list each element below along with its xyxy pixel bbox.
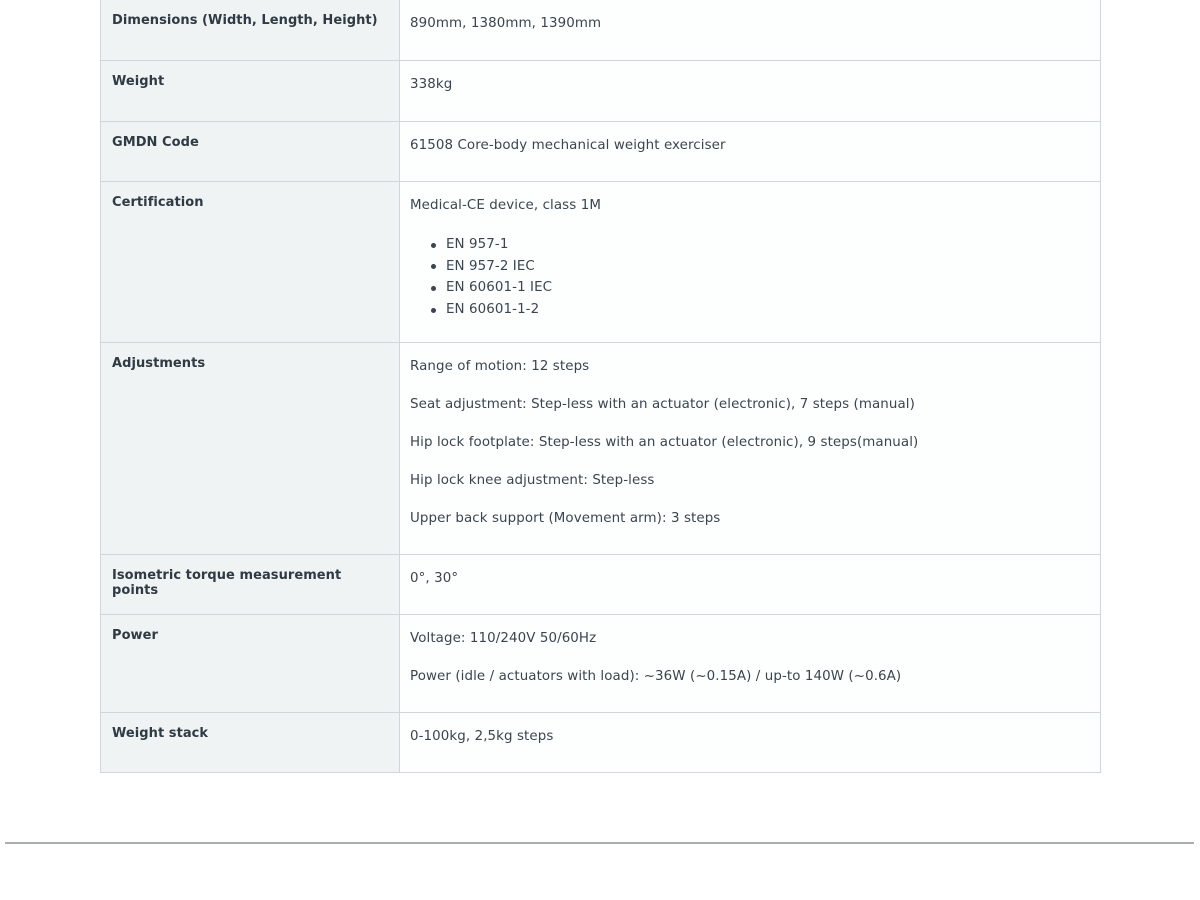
spec-value	[400, 555, 1101, 615]
spec-value-text: Medical-CE device, class 1M	[410, 198, 601, 213]
certification-list	[410, 234, 1090, 321]
list-item: EN 60601-1-2	[446, 299, 1090, 321]
spec-value-text: Range of motion: 12 steps	[410, 359, 590, 374]
table-row	[101, 555, 1101, 615]
spec-label: Isometric torque measurement points	[101, 555, 400, 615]
spec-label: Dimensions (Width, Length, Height)	[101, 0, 400, 61]
spec-label: Weight stack	[101, 713, 400, 773]
spec-value	[400, 182, 1101, 343]
table-row	[101, 122, 1101, 182]
spec-value	[400, 0, 1101, 61]
spec-value	[400, 615, 1101, 713]
spec-value-text: Power (idle / actuators with load): ~36W (~0.15A) / up-to 140W (~0.6A)	[410, 669, 902, 684]
spec-label: Certification	[101, 182, 400, 343]
spec-label: GMDN Code	[101, 122, 400, 182]
spec-value-text: 890mm, 1380mm, 1390mm	[410, 16, 602, 31]
section-divider	[5, 842, 1194, 844]
spec-label: Power	[101, 615, 400, 713]
specifications-table	[100, 0, 1101, 773]
list-item: EN 957-2 IEC	[446, 256, 1090, 278]
table-row	[101, 615, 1101, 713]
table-row	[101, 182, 1101, 343]
spec-value-text: 61508 Core-body mechanical weight exerciser	[410, 138, 726, 153]
table-row	[101, 343, 1101, 555]
table-row	[101, 713, 1101, 773]
spec-label: Adjustments	[101, 343, 400, 555]
spec-value	[400, 61, 1101, 122]
spec-value-text: Voltage: 110/240V 50/60Hz	[410, 631, 597, 646]
list-item: EN 60601-1 IEC	[446, 277, 1090, 299]
list-item: EN 957-1	[446, 234, 1090, 256]
spec-value	[400, 713, 1101, 773]
table-row	[101, 61, 1101, 122]
spec-value-text: Hip lock footplate: Step-less with an actuator (electronic), 9 steps(manual)	[410, 435, 919, 450]
spec-value	[400, 122, 1101, 182]
spec-value-text: 338kg	[410, 77, 453, 92]
spec-value	[400, 343, 1101, 555]
spec-value-text: Hip lock knee adjustment: Step-less	[410, 473, 655, 488]
table-row	[101, 0, 1101, 61]
spec-value-text: Upper back support (Movement arm): 3 steps	[410, 511, 721, 526]
spec-label: Weight	[101, 61, 400, 122]
spec-value-text: 0°, 30°	[410, 571, 459, 586]
spec-value-text: 0-100kg, 2,5kg steps	[410, 729, 554, 744]
spec-value-text: Seat adjustment: Step-less with an actuator (electronic), 7 steps (manual)	[410, 397, 915, 412]
